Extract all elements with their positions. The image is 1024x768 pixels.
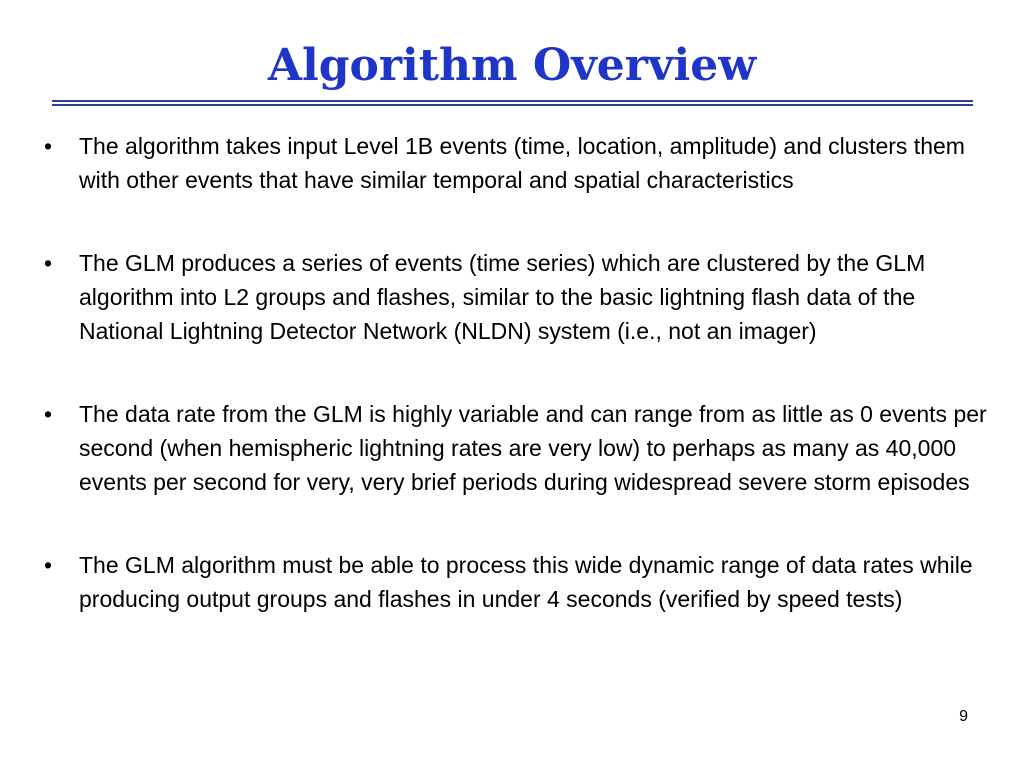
bullet-list xyxy=(44,129,989,665)
slide-title: Algorithm Overview xyxy=(267,40,757,91)
bullet-marker: • xyxy=(44,250,53,276)
bullet-marker: • xyxy=(44,401,53,427)
bullet-marker: • xyxy=(44,552,53,578)
bullet-text: The GLM produces a series of events (time series) which are clustered by the GLM algorithm into L2 groups and flashes, similar to the basic lightning flash data of the National Lightning Detector Network (NLDN) system (i.e., not an imager) xyxy=(79,250,926,344)
bullet-marker: • xyxy=(44,133,53,159)
page-number: 9 xyxy=(959,708,968,725)
bullet-item xyxy=(44,397,989,499)
bullet-item xyxy=(44,246,989,348)
bullet-text: The GLM algorithm must be able to process this wide dynamic range of data rates while producing output groups and flashes in under 4 seconds (verified by speed tests) xyxy=(79,552,973,612)
title-underline-top xyxy=(52,100,973,102)
bullet-item xyxy=(44,129,989,197)
bullet-text: The algorithm takes input Level 1B events (time, location, amplitude) and clusters them with other events that have similar temporal and spatial characteristics xyxy=(79,133,965,193)
title-underline-bottom xyxy=(52,104,973,106)
bullet-item xyxy=(44,548,989,616)
bullet-text: The data rate from the GLM is highly variable and can range from as little as 0 events per second (when hemispheric lightning rates are very low) to perhaps as many as 40,000 events per second for very, very brief periods during widespread severe storm episodes xyxy=(79,401,987,495)
